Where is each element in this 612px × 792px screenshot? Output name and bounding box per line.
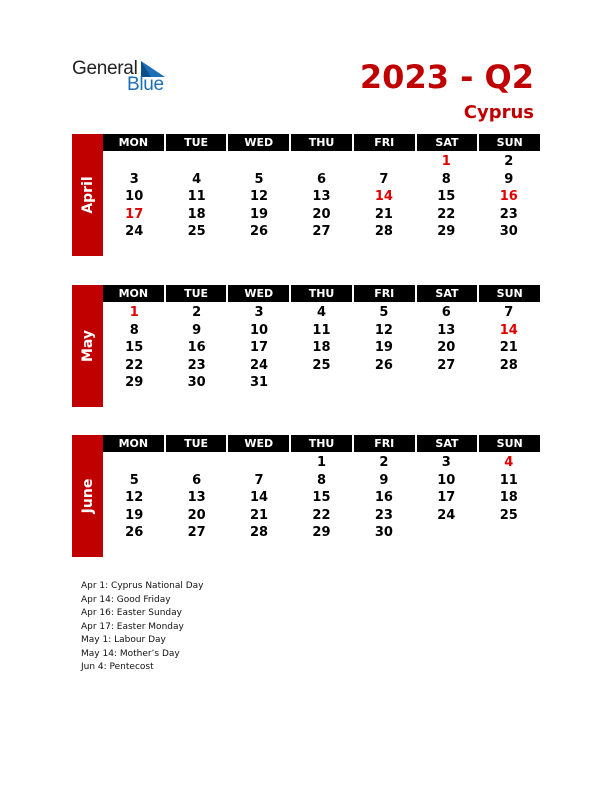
day-cell — [478, 524, 540, 542]
day-cell: 14 — [499, 322, 518, 338]
holiday-item: Jun 4: Pentecost — [81, 662, 154, 672]
day-cell: 2 — [192, 305, 202, 320]
weekday-header-fri: FRI — [352, 435, 415, 452]
month-june — [72, 435, 540, 557]
day-cell: 25 — [312, 357, 331, 373]
day-cell — [353, 374, 415, 392]
day-cell: 27 — [437, 357, 456, 373]
weekday-header-mon: MON — [118, 287, 149, 300]
weekday-header-sat: SAT — [415, 435, 478, 452]
weekday-header-tue: TUE — [164, 435, 227, 452]
week-row — [103, 374, 540, 392]
day-cell: 18 — [187, 206, 206, 222]
weekday-header-sat: SAT — [415, 134, 478, 151]
day-cell: 28 — [374, 224, 393, 239]
month-label-band — [72, 285, 103, 407]
day-cell: 4 — [316, 305, 326, 320]
day-grid — [103, 153, 540, 241]
month-label-band — [72, 134, 103, 256]
weekday-header-mon: MON — [118, 437, 149, 450]
country-name: Cyprus — [463, 102, 534, 123]
day-cell: 31 — [250, 375, 269, 390]
day-cell: 20 — [187, 507, 206, 523]
day-cell: 29 — [125, 375, 144, 390]
day-cell: 17 — [250, 340, 269, 355]
weekday-header-sun: SUN — [477, 285, 540, 302]
day-cell: 9 — [504, 171, 514, 187]
day-cell: 14 — [374, 189, 393, 204]
day-cell: 27 — [187, 525, 206, 540]
month-label-band — [72, 435, 103, 557]
day-cell: 21 — [499, 340, 518, 355]
weekday-header — [103, 285, 540, 302]
holiday-item: Apr 17: Easter Monday — [81, 621, 184, 632]
day-cell: 5 — [129, 472, 139, 488]
day-cell: 22 — [437, 206, 456, 222]
holiday-item: May 14: Mother’s Day — [81, 648, 180, 659]
page-title: 2023 - Q2 — [359, 58, 534, 96]
day-cell: 28 — [250, 525, 269, 540]
day-cell: 22 — [312, 507, 331, 523]
day-cell: 29 — [437, 224, 456, 239]
day-cell: 17 — [125, 206, 144, 222]
week-row — [103, 339, 540, 357]
day-cell: 3 — [441, 455, 451, 470]
holiday-item: May 1: Labour Day — [81, 635, 166, 645]
weekday-header-thu: THU — [289, 285, 352, 302]
day-cell: 7 — [379, 171, 389, 187]
day-cell: 6 — [441, 305, 451, 320]
weekday-header-tue: TUE — [164, 134, 227, 151]
holiday-list — [81, 580, 203, 675]
day-cell: 20 — [312, 206, 331, 222]
brand-name-blue: Blue — [127, 74, 164, 95]
day-cell: 2 — [379, 455, 389, 470]
day-cell: 25 — [187, 224, 206, 239]
weekday-header — [103, 435, 540, 452]
day-cell — [290, 374, 352, 392]
day-cell: 26 — [250, 224, 269, 239]
day-cell: 1 — [316, 455, 326, 470]
week-row — [103, 188, 540, 206]
day-cell: 11 — [312, 322, 331, 338]
day-cell: 17 — [437, 490, 456, 505]
week-row — [103, 524, 540, 542]
day-cell: 24 — [437, 507, 456, 523]
holiday-item: Apr 1: Cyprus National Day — [81, 581, 204, 591]
week-row — [103, 322, 540, 340]
day-cell — [415, 524, 477, 542]
day-cell: 14 — [250, 490, 269, 505]
week-row — [103, 472, 540, 490]
day-cell — [228, 153, 290, 171]
month-april — [72, 134, 540, 256]
day-cell: 20 — [437, 340, 456, 355]
day-cell: 8 — [316, 472, 326, 488]
weekday-header-thu: THU — [289, 435, 352, 452]
week-row — [103, 171, 540, 189]
day-cell — [103, 153, 165, 171]
day-cell: 7 — [254, 472, 264, 488]
weekday-header-tue: TUE — [164, 285, 227, 302]
week-row — [103, 206, 540, 224]
weekday-header-thu: THU — [289, 134, 352, 151]
weekday-header-fri: FRI — [352, 285, 415, 302]
brand-name-general: General — [72, 58, 138, 79]
day-cell: 8 — [441, 171, 451, 187]
day-cell: 23 — [374, 507, 393, 523]
brand-logo — [72, 58, 182, 96]
day-cell: 23 — [499, 206, 518, 222]
month-name: June — [79, 478, 96, 514]
day-cell: 30 — [499, 224, 518, 239]
week-row — [103, 507, 540, 525]
day-cell: 25 — [499, 507, 518, 523]
day-cell: 21 — [374, 206, 393, 222]
day-cell: 16 — [499, 189, 518, 204]
weekday-header-fri: FRI — [352, 134, 415, 151]
day-cell: 5 — [254, 171, 264, 187]
day-cell: 15 — [437, 189, 456, 204]
weekday-header-mon: MON — [118, 136, 149, 149]
day-cell: 10 — [125, 189, 144, 204]
day-cell — [228, 454, 290, 472]
day-cell: 12 — [125, 490, 144, 505]
day-cell: 28 — [499, 357, 518, 373]
holiday-item: Apr 14: Good Friday — [81, 594, 171, 605]
day-cell: 19 — [374, 340, 393, 355]
day-cell: 7 — [504, 305, 514, 320]
day-cell: 6 — [316, 171, 326, 187]
weekday-header-sat: SAT — [415, 285, 478, 302]
day-cell — [165, 153, 227, 171]
day-cell: 13 — [437, 322, 456, 338]
month-may — [72, 285, 540, 407]
day-cell: 11 — [187, 189, 206, 204]
day-cell — [415, 374, 477, 392]
day-cell: 23 — [187, 357, 206, 373]
day-cell: 13 — [187, 490, 206, 505]
day-cell: 30 — [187, 375, 206, 390]
day-cell: 5 — [379, 305, 389, 320]
day-cell: 19 — [125, 507, 144, 523]
day-cell: 26 — [374, 357, 393, 373]
month-name: April — [79, 176, 96, 214]
day-cell: 4 — [192, 171, 202, 187]
day-cell: 8 — [129, 322, 139, 338]
week-row — [103, 357, 540, 375]
day-cell — [353, 153, 415, 171]
day-cell: 29 — [312, 525, 331, 540]
weekday-header-sun: SUN — [477, 435, 540, 452]
holiday-item: Apr 16: Easter Sunday — [81, 608, 182, 618]
day-cell: 6 — [192, 472, 202, 488]
day-cell: 18 — [312, 340, 331, 355]
day-cell: 3 — [254, 305, 264, 320]
day-cell — [290, 153, 352, 171]
day-cell: 1 — [441, 154, 451, 169]
day-cell: 21 — [250, 507, 269, 523]
weekday-header-wed: WED — [226, 285, 289, 302]
day-cell: 15 — [125, 340, 144, 355]
day-cell — [103, 454, 165, 472]
day-grid — [103, 454, 540, 542]
day-cell: 12 — [250, 189, 269, 204]
day-cell: 10 — [437, 472, 456, 488]
month-name: May — [79, 329, 96, 363]
day-cell: 11 — [499, 472, 518, 488]
week-row — [103, 304, 540, 322]
day-cell: 4 — [504, 455, 514, 470]
day-cell: 18 — [499, 490, 518, 505]
weekday-header — [103, 134, 540, 151]
day-cell — [478, 374, 540, 392]
day-cell: 3 — [129, 171, 139, 187]
day-cell: 12 — [374, 322, 393, 338]
week-row — [103, 454, 540, 472]
day-cell: 1 — [129, 305, 139, 320]
day-cell: 10 — [250, 322, 269, 338]
day-cell: 27 — [312, 224, 331, 239]
week-row — [103, 223, 540, 241]
week-row — [103, 489, 540, 507]
day-cell — [165, 454, 227, 472]
day-cell: 13 — [312, 189, 331, 204]
weekday-header-wed: WED — [226, 134, 289, 151]
day-cell: 22 — [125, 357, 144, 373]
day-cell: 26 — [125, 525, 144, 540]
day-cell: 9 — [379, 472, 389, 488]
day-cell: 15 — [312, 490, 331, 505]
week-row — [103, 153, 540, 171]
day-cell: 24 — [250, 357, 269, 373]
day-cell: 16 — [187, 340, 206, 355]
day-cell: 24 — [125, 224, 144, 239]
weekday-header-sun: SUN — [477, 134, 540, 151]
weekday-header-wed: WED — [226, 435, 289, 452]
day-cell: 19 — [250, 206, 269, 222]
day-cell: 16 — [374, 490, 393, 505]
day-cell: 2 — [504, 154, 514, 169]
day-cell: 9 — [192, 322, 202, 338]
day-cell: 30 — [374, 525, 393, 540]
day-grid — [103, 304, 540, 392]
